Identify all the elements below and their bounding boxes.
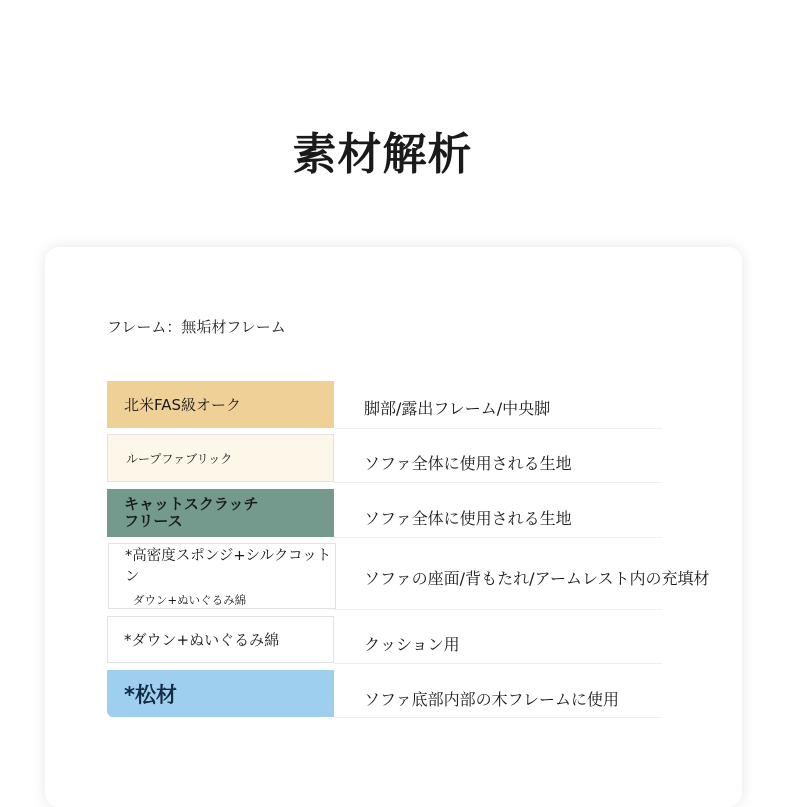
material-desc-cat-scratch: ソファ全体に使用される生地 (364, 509, 572, 528)
material-cell-loop-fabric (107, 434, 334, 482)
page-title: 素材解析 (292, 129, 473, 180)
row-divider (334, 717, 662, 718)
material-name: *ダウン+ぬいぐるみ綿 (124, 631, 280, 649)
row-divider (334, 428, 662, 429)
material-desc-loop-fabric: ソファ全体に使用される生地 (364, 454, 572, 473)
material-name-line1: キャットスクラッチ (124, 495, 259, 513)
frame-label: フレーム：無垢材フレーム (107, 318, 286, 336)
material-cell-cat-scratch (107, 489, 334, 537)
material-cell-down (107, 616, 334, 663)
material-cell-sponge (108, 543, 336, 609)
material-name: *松材 (124, 682, 177, 707)
material-cell-pine (107, 670, 334, 717)
material-desc-down: クッション用 (364, 635, 460, 654)
row-divider (334, 609, 662, 610)
material-name-line2: フリース (124, 512, 183, 530)
material-desc-pine: ソファ底部内部の木フレームに使用 (364, 690, 620, 709)
material-desc-oak: 脚部/露出フレーム/中央脚 (364, 399, 551, 418)
material-desc-sponge: ソファの座面/背もたれ/アームレスト内の充填材 (364, 569, 710, 588)
material-name: *高密度スポンジ+シルクコットン (125, 548, 332, 585)
material-cell-oak (107, 381, 334, 428)
row-divider (334, 537, 662, 538)
row-divider (334, 482, 662, 483)
material-name: 北米FAS級オーク (124, 396, 242, 414)
material-name: ループファブリック (126, 451, 233, 466)
material-subname: ダウン+ぬいぐるみ綿 (133, 593, 247, 607)
row-divider (334, 663, 662, 664)
